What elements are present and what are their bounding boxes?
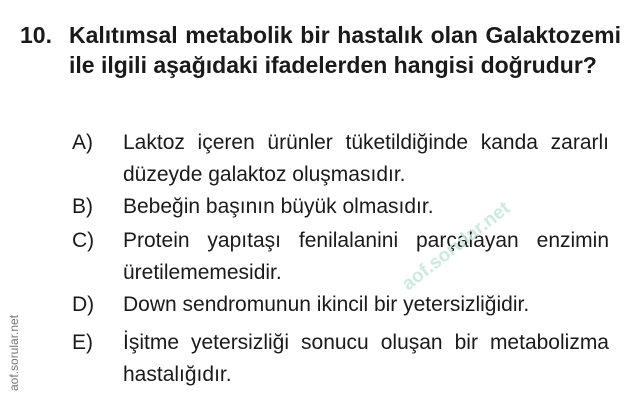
question-stem: Kalıtımsal metabolik bir hastalık olan Galaktozemi ile ilgili aşağıdaki ifadelerden hangisi doğrudur? — [69, 22, 621, 78]
option-letter: A) — [72, 131, 93, 154]
diagonal-watermark: aof.sorular.net — [398, 197, 515, 295]
question-number: 10. — [20, 22, 52, 48]
option-text: Laktoz içeren ürünler tüketildiğinde kanda zararlı düzeyde galaktoz oluşmasıdır. — [123, 131, 609, 186]
option-letter: E) — [72, 331, 93, 354]
option-text: Bebeğin başının büyük olmasıdır. — [123, 195, 434, 218]
option-letter: B) — [72, 195, 93, 218]
option-text: Down sendromunun ikincil bir yetersizliğidir. — [123, 293, 530, 316]
option-text: Protein yapıtaşı fenilalanini parçalayan enzimin üretilememesidir. — [123, 229, 609, 284]
option-letter: C) — [72, 229, 95, 252]
option-letter: D) — [72, 293, 95, 316]
option-text: İşitme yetersizliği sonucu oluşan bir metabolizma hastalığıdır. — [123, 331, 609, 386]
side-watermark: aof.sorular.net — [7, 314, 21, 391]
